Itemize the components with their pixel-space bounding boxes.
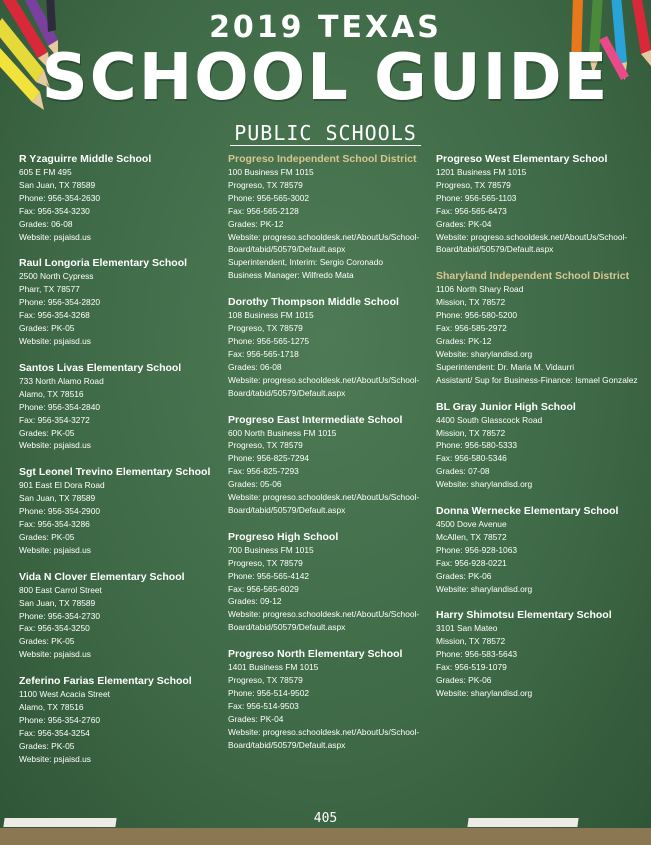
- school-detail-line: Grades: PK-06: [436, 675, 492, 686]
- school-detail-line: Phone: 956-565-3002: [228, 192, 310, 203]
- school-detail-line: Progreso, TX 78579: [228, 440, 303, 451]
- school-entry: [19, 152, 219, 243]
- school-entry: [19, 361, 219, 452]
- school-detail-line: Fax: 956-354-3286: [19, 519, 90, 530]
- school-detail-line: Phone: 956-354-2730: [19, 610, 101, 621]
- school-entry: [19, 674, 219, 765]
- school-detail-line: Grades: PK-05: [19, 323, 75, 334]
- school-detail-line: Fax: 956-825-7293: [228, 466, 299, 477]
- school-detail-line: 4400 South Glasscock Road: [436, 414, 543, 425]
- school-detail-line: San Juan, TX 78589: [19, 493, 96, 504]
- school-detail-line: Grades: 06-08: [228, 361, 282, 372]
- school-name: Progreso North Elementary School: [228, 648, 403, 661]
- school-detail-line: Phone: 956-354-2820: [19, 297, 101, 308]
- school-detail-line: Phone: 956-565-1103: [436, 192, 517, 203]
- school-detail-line: Website: psjaisd.us: [19, 335, 91, 346]
- school-detail-line: 1201 Business FM 1015: [436, 167, 527, 177]
- school-detail-line: 3101 San Mateo: [436, 623, 498, 634]
- school-detail-line: Fax: 956-565-1718: [228, 348, 299, 359]
- school-detail-line: 1401 Business FM 1015: [228, 662, 319, 673]
- school-detail-line: McAllen, TX 78572: [436, 531, 507, 542]
- school-detail-line: Website: sharylandisd.org: [436, 583, 533, 594]
- school-entry: [19, 256, 219, 347]
- district-entry: [228, 152, 430, 282]
- district-name: Progreso Independent School District: [228, 153, 417, 165]
- school-detail-line: Grades: PK-05: [19, 636, 75, 647]
- school-detail-line: Mission, TX 78572: [436, 427, 506, 438]
- school-detail-line: 1106 North Shary Road: [436, 284, 524, 295]
- school-detail-line: Fax: 956-354-3230: [19, 205, 90, 216]
- page-title: SCHOOL GUIDE: [41, 41, 610, 115]
- school-entry: [436, 608, 646, 699]
- school-detail-line: Grades: PK-04: [228, 713, 284, 724]
- school-detail-line: Website: psjaisd.us: [19, 440, 91, 451]
- school-detail-line: 4500 Dove Avenue: [436, 519, 507, 530]
- school-entry: [228, 413, 430, 517]
- district-entry: [436, 269, 646, 386]
- school-detail-line: Website: psjaisd.us: [19, 544, 91, 555]
- school-detail-line: Fax: 956-580-5346: [436, 453, 507, 464]
- chalk-ledge: [0, 828, 651, 845]
- school-detail-line: Phone: 956-565-1275: [228, 335, 310, 346]
- school-name: Vida N Clover Elementary School: [19, 570, 185, 583]
- school-detail-line: Fax: 956-928-0221: [436, 557, 507, 568]
- school-detail-line: Fax: 956-565-6029: [228, 583, 299, 594]
- school-detail-line: Superintendent: Dr. Maria M. Vidaurri: [436, 361, 575, 372]
- school-detail-line: Superintendent, Interim: Sergio Coronado: [228, 257, 384, 268]
- school-detail-line: Pharr, TX 78577: [19, 284, 80, 295]
- school-detail-line: Website: progreso.schooldesk.net/AboutUs/School-: [228, 726, 420, 737]
- school-detail-line: San Juan, TX 78589: [19, 179, 96, 190]
- school-detail-line: San Juan, TX 78589: [19, 597, 96, 608]
- school-detail-line: Alamo, TX 78516: [19, 702, 84, 713]
- school-detail-line: Phone: 956-514-9502: [228, 688, 310, 698]
- school-entry: [436, 400, 646, 491]
- school-name: BL Gray Junior High School: [436, 400, 576, 413]
- school-name: Progreso High School: [228, 530, 339, 543]
- school-detail-line: Alamo, TX 78516: [19, 388, 84, 399]
- school-entry: [228, 647, 430, 751]
- school-detail-line: 700 Business FM 1015: [228, 544, 314, 555]
- school-detail-line: Fax: 956-354-3250: [19, 623, 90, 634]
- school-detail-line: Website: sharylandisd.org: [436, 348, 533, 359]
- school-detail-line: Fax: 956-519-1079: [436, 662, 507, 673]
- school-detail-line: Grades: PK-05: [19, 427, 75, 438]
- school-entry: [436, 504, 646, 595]
- school-detail-line: Progreso, TX 78579: [228, 179, 303, 190]
- school-detail-line: Fax: 956-514-9503: [228, 700, 299, 711]
- school-detail-line: Website: psjaisd.us: [19, 753, 91, 764]
- school-detail-line: Fax: 956-585-2972: [436, 323, 507, 334]
- school-detail-line: Website: progreso.schooldesk.net/AboutUs/School-: [228, 609, 420, 620]
- school-detail-line: Phone: 956-580-5333: [436, 440, 518, 451]
- school-detail-line: Phone: 956-580-5200: [436, 310, 518, 321]
- school-detail-line: Progreso, TX 78579: [228, 675, 303, 686]
- school-detail-line: Grades: PK-05: [19, 531, 75, 542]
- section-subtitle: [0, 121, 651, 146]
- school-detail-line: 108 Business FM 1015: [228, 310, 314, 321]
- school-detail-line: Progreso, TX 78579: [436, 179, 511, 190]
- school-detail-line: Board/tabid/50579/Default.aspx: [228, 504, 346, 515]
- school-name: Progreso East Intermediate School: [228, 413, 403, 426]
- school-detail-line: Website: sharylandisd.org: [436, 479, 533, 490]
- page-number: 405: [313, 811, 338, 826]
- school-entry: [19, 465, 219, 556]
- school-entry: [228, 295, 430, 399]
- school-detail-line: Board/tabid/50579/Default.aspx: [228, 622, 346, 633]
- school-detail-line: Progreso, TX 78579: [228, 323, 303, 334]
- school-detail-line: Fax: 956-354-3254: [19, 727, 90, 738]
- district-name: Sharyland Independent School District: [436, 270, 630, 283]
- school-detail-line: Progreso, TX 78579: [228, 557, 303, 568]
- school-detail-line: Grades: PK-12: [436, 335, 492, 346]
- school-detail-line: Website: progreso.schooldesk.net/AboutUs/School-: [228, 231, 420, 242]
- school-detail-line: Website: psjaisd.us: [19, 649, 91, 660]
- school-detail-line: Grades: PK-06: [436, 570, 492, 581]
- school-detail-line: Mission, TX 78572: [436, 636, 506, 647]
- school-detail-line: Grades: 05-06: [228, 479, 282, 490]
- school-detail-line: Phone: 956-825-7294: [228, 453, 310, 464]
- school-name: Raul Longoria Elementary School: [19, 257, 188, 270]
- school-detail-line: Grades: PK-12: [228, 218, 284, 229]
- school-name: Dorothy Thompson Middle School: [228, 296, 399, 309]
- school-column-2: [228, 152, 430, 765]
- school-detail-line: Board/tabid/50579/Default.aspx: [228, 387, 346, 398]
- school-detail-line: 2500 North Cypress: [19, 271, 94, 282]
- school-detail-line: 100 Business FM 1015: [228, 167, 314, 177]
- school-detail-line: Board/tabid/50579/Default.aspx: [436, 244, 554, 255]
- school-detail-line: Fax: 956-354-3272: [19, 414, 90, 425]
- school-detail-line: Mission, TX 78572: [436, 297, 506, 308]
- school-name: Santos Livas Elementary School: [19, 361, 182, 374]
- school-detail-line: Website: sharylandisd.org: [436, 688, 533, 698]
- school-name: Progreso West Elementary School: [436, 153, 608, 165]
- school-detail-line: Grades: 07-08: [436, 466, 490, 477]
- school-name: Harry Shimotsu Elementary School: [436, 609, 612, 622]
- school-name: R Yzaguirre Middle School: [19, 153, 152, 165]
- school-detail-line: 605 E FM 495: [19, 167, 72, 177]
- school-detail-line: Fax: 956-565-2128: [228, 205, 299, 216]
- title-year-state: 2019 TEXAS: [209, 10, 442, 45]
- school-name: Donna Wernecke Elementary School: [436, 505, 619, 518]
- school-detail-line: 733 North Alamo Road: [19, 375, 104, 386]
- school-detail-line: Phone: 956-354-2900: [19, 506, 101, 517]
- school-detail-line: 1100 West Acacia Street: [19, 689, 110, 700]
- school-detail-line: Grades: PK-05: [19, 740, 75, 751]
- school-entry: [228, 530, 430, 634]
- school-detail-line: Phone: 956-583-5643: [436, 649, 518, 660]
- school-detail-line: Grades: 06-08: [19, 218, 73, 229]
- school-detail-line: Website: progreso.schooldesk.net/AboutUs/School-: [228, 374, 420, 385]
- school-detail-line: Fax: 956-354-3268: [19, 310, 90, 321]
- school-entry: [19, 570, 219, 661]
- school-detail-line: Board/tabid/50579/Default.aspx: [228, 739, 346, 750]
- school-detail-line: Phone: 956-565-4142: [228, 570, 310, 581]
- school-detail-line: Website: psjaisd.us: [19, 231, 91, 242]
- school-detail-line: Fax: 956-565-6473: [436, 205, 507, 216]
- school-detail-line: Phone: 956-354-2760: [19, 715, 101, 725]
- school-detail-line: Grades: PK-04: [436, 218, 492, 229]
- school-detail-line: Website: progreso.schooldesk.net/AboutUs/School-: [228, 492, 420, 503]
- school-detail-line: Phone: 956-354-2840: [19, 401, 101, 412]
- school-detail-line: 901 East El Dora Road: [19, 480, 105, 491]
- school-column-1: [19, 152, 219, 779]
- section-subtitle-text: PUBLIC SCHOOLS: [230, 122, 421, 146]
- school-detail-line: Board/tabid/50579/Default.aspx: [228, 244, 346, 255]
- school-name: Zeferino Farias Elementary School: [19, 675, 192, 688]
- school-detail-line: 600 North Business FM 1015: [228, 427, 337, 438]
- school-detail-line: Assistant/ Sup for Business-Finance: Ismael Gonzalez: [436, 374, 638, 385]
- school-detail-line: Grades: 09-12: [228, 596, 282, 607]
- school-detail-line: Phone: 956-354-2630: [19, 192, 101, 203]
- school-detail-line: Business Manager: Wilfredo Mata: [228, 270, 354, 281]
- school-entry: [436, 152, 646, 256]
- school-column-3: [436, 152, 646, 713]
- school-detail-line: Website: progreso.schooldesk.net/AboutUs/School-: [436, 231, 628, 242]
- school-detail-line: 800 East Carrol Street: [19, 584, 102, 595]
- school-name: Sgt Leonel Trevino Elementary School: [19, 466, 211, 479]
- school-detail-line: Phone: 956-928-1063: [436, 544, 518, 555]
